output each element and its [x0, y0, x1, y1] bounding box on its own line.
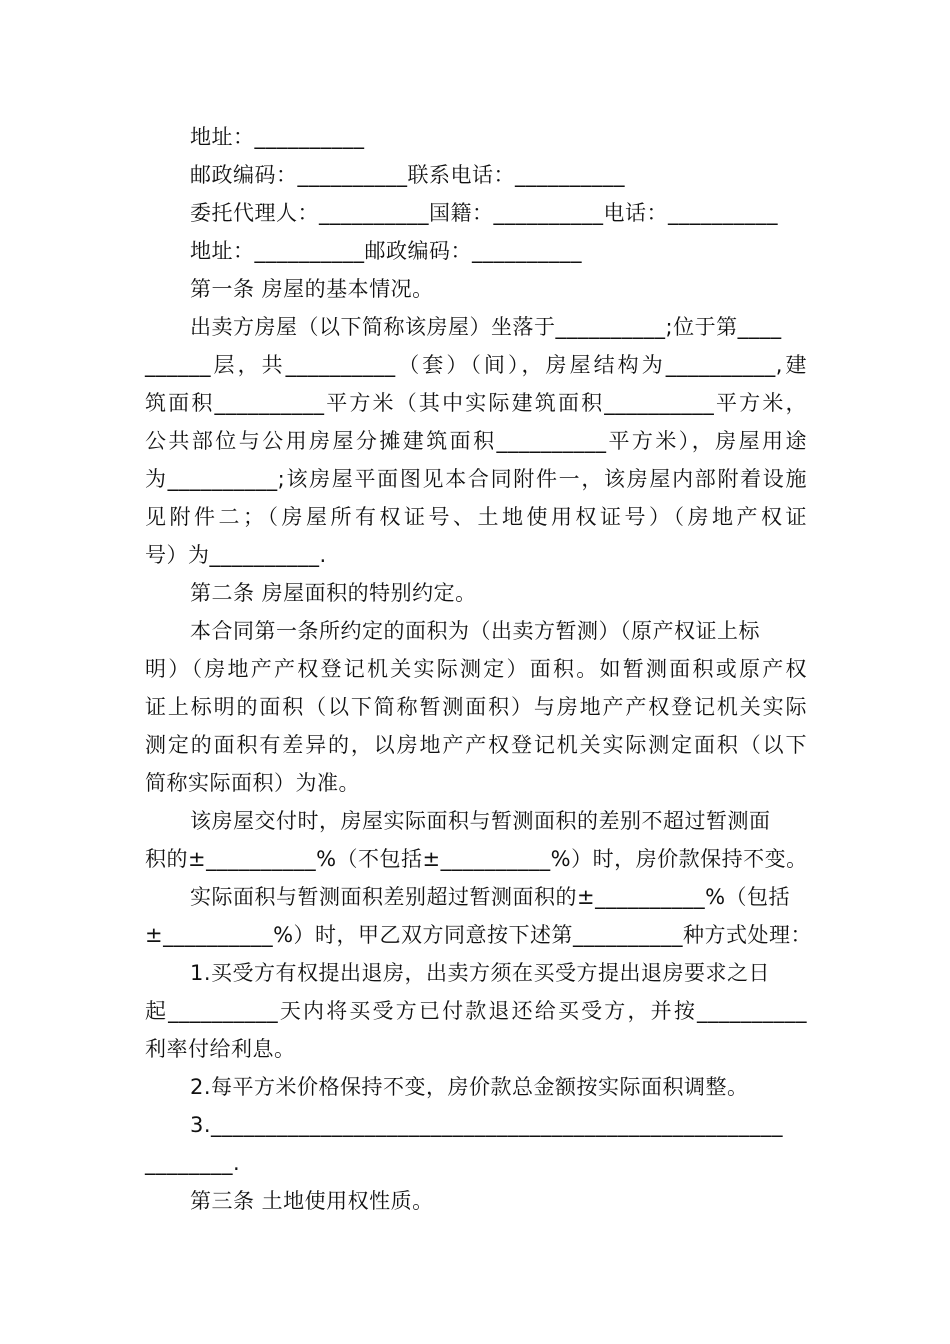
article-1-paragraph-line: ______层，共__________（套）（间），房屋结构为__________,建 [145, 353, 807, 377]
article-2-paragraph-line: 证上标明的面积（以下简称暂测面积）与房地产产权登记机关实际 [145, 695, 807, 719]
option-2-line: 2.每平方米价格保持不变，房价款总金额按实际面积调整。 [190, 1075, 749, 1099]
postcode-phone-line: 邮政编码：__________联系电话：__________ [190, 163, 625, 187]
article-2-paragraph-line: 简称实际面积）为准。 [145, 771, 360, 795]
article-1-paragraph-line: 见附件二；（房屋所有权证号、土地使用权证号）（房地产权证 [145, 505, 807, 529]
article-2-paragraph-line: 本合同第一条所约定的面积为（出卖方暂测）（原产权证上标 [190, 619, 760, 643]
option-1-line: 起__________天内将买受方已付款退还给买受方，并按__________ [145, 999, 807, 1023]
article-1-paragraph-line: 筑面积__________平方米（其中实际建筑面积__________平方米， [145, 391, 807, 415]
article-2-paragraph-line: 测定的面积有差异的，以房地产产权登记机关实际测定面积（以下 [145, 733, 807, 757]
seller-address-line: 地址：__________ [190, 125, 365, 149]
tolerance-paragraph-line: 该房屋交付时，房屋实际面积与暂测面积的差别不超过暂测面 [190, 809, 771, 833]
option-1-line: 1.买受方有权提出退房，出卖方须在买受方提出退房要求之日 [190, 961, 771, 985]
article-1-paragraph-line: 号）为__________. [145, 543, 327, 567]
article-1-paragraph-line: 公共部位与公用房屋分摊建筑面积__________平方米），房屋用途 [145, 429, 807, 453]
option-1-line: 利率付给利息。 [145, 1037, 296, 1061]
article-1-heading: 第一条 房屋的基本情况。 [190, 277, 434, 301]
excess-paragraph-line: ±__________%）时，甲乙双方同意按下述第__________种方式处理： [145, 923, 813, 947]
option-3-line: 3.____________________________________________________ [190, 1113, 784, 1137]
agent-line: 委托代理人：__________国籍：__________电话：__________ [190, 201, 778, 225]
article-1-paragraph-line: 出卖方房屋（以下简称该房屋）坐落于__________;位于第____ [190, 315, 782, 339]
article-2-heading: 第二条 房屋面积的特别约定。 [190, 581, 477, 605]
agent-address-line: 地址：__________邮政编码：__________ [190, 239, 582, 263]
article-3-heading: 第三条 土地使用权性质。 [190, 1189, 434, 1213]
article-2-paragraph-line: 明）（房地产产权登记机关实际测定）面积。如暂测面积或原产权 [145, 657, 807, 681]
tolerance-paragraph-line: 积的±__________%（不包括±__________%）时，房价款保持不变。 [145, 847, 808, 871]
article-1-paragraph-line: 为__________;该房屋平面图见本合同附件一，该房屋内部附着设施 [145, 467, 807, 491]
option-3-line: ________. [145, 1151, 241, 1175]
excess-paragraph-line: 实际面积与暂测面积差别超过暂测面积的±__________%（包括 [190, 885, 791, 909]
